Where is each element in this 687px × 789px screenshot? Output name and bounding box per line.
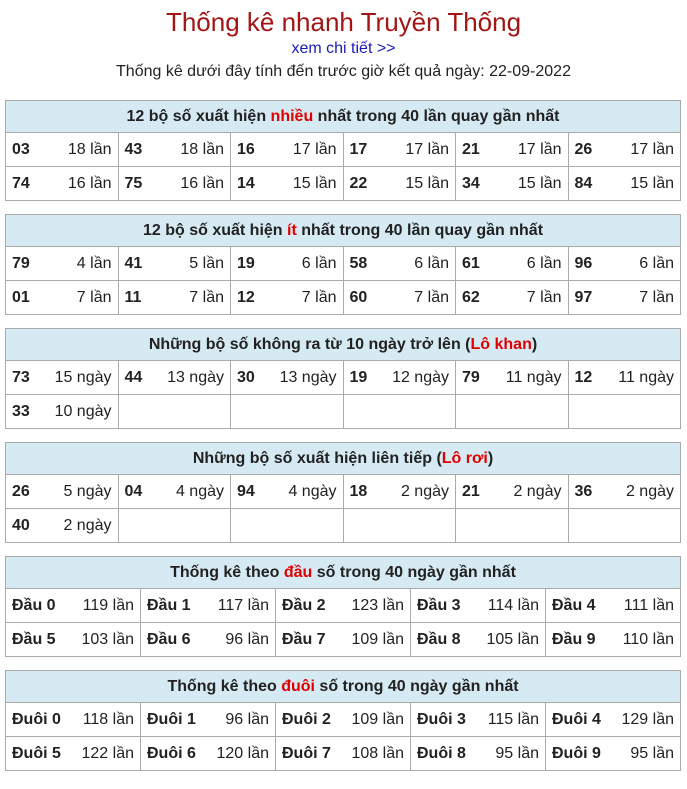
stat-count: 16 lần (180, 174, 224, 192)
stat-count: 4 ngày (175, 482, 224, 500)
stat-cell (546, 737, 681, 771)
stat-cell (456, 395, 569, 429)
stat-count: 95 lần (630, 744, 674, 762)
stat-count: 2 ngày (63, 516, 112, 534)
stat-count: 15 lần (405, 174, 449, 192)
section-header: Thống kê theo đuôi số trong 40 ngày gần nhất (6, 671, 681, 703)
stat-count: 96 lần (225, 630, 269, 648)
stat-cell (6, 737, 141, 771)
stat-count: 15 lần (630, 174, 674, 192)
stat-number: Đầu 0 (12, 596, 56, 614)
stat-count: 13 ngày (279, 368, 337, 386)
stat-cell (141, 737, 276, 771)
stat-cell (6, 475, 119, 509)
table-row (6, 475, 681, 509)
stat-number: 21 (462, 140, 480, 158)
stat-number: 74 (12, 174, 30, 192)
stat-cell (231, 281, 344, 315)
stat-number: Đuôi 1 (147, 710, 196, 728)
stat-cell (343, 361, 456, 395)
stat-count: 15 lần (292, 174, 337, 192)
lo-khan-table (5, 328, 681, 429)
stat-number: 43 (124, 140, 143, 158)
stat-count: 7 lần (639, 288, 674, 306)
table-row (6, 509, 681, 543)
stat-count: 111 lần (623, 596, 674, 614)
stat-cell (568, 395, 681, 429)
stat-count: 108 lần (351, 744, 404, 762)
stat-cell (231, 395, 344, 429)
stat-cell (6, 395, 119, 429)
stat-cell (411, 703, 546, 737)
stat-count: 2 ngày (625, 482, 674, 500)
table-row (6, 703, 681, 737)
stat-cell (343, 133, 456, 167)
stat-cell (568, 133, 681, 167)
stat-cell (411, 623, 546, 657)
stat-number: 58 (349, 254, 368, 272)
table-row (6, 395, 681, 429)
stat-count: 118 lần (82, 710, 134, 728)
stat-count: 2 ngày (400, 482, 449, 500)
stat-number: 30 (237, 368, 255, 386)
stat-number: Đầu 1 (147, 596, 191, 614)
stat-count: 7 lần (301, 288, 337, 306)
stat-cell (411, 737, 546, 771)
stat-number: Đuôi 6 (147, 744, 196, 762)
stat-number: 61 (462, 254, 480, 272)
stat-count: 5 ngày (63, 482, 112, 500)
stat-cell (568, 247, 681, 281)
stat-number: 22 (349, 174, 368, 192)
stat-number: 19 (237, 254, 255, 272)
stat-count: 123 lần (351, 596, 404, 614)
table-row (6, 737, 681, 771)
stat-cell (6, 623, 141, 657)
stat-number: 62 (462, 288, 480, 306)
stat-count: 6 lần (526, 254, 562, 272)
stat-count: 15 lần (517, 174, 562, 192)
table-row (6, 623, 681, 657)
stat-cell (276, 703, 411, 737)
stat-number: Đầu 7 (282, 630, 326, 648)
stat-number: Đầu 5 (12, 630, 56, 648)
stat-cell (343, 395, 456, 429)
page-title: Thống kê nhanh Truyền Thống (165, 7, 522, 37)
stat-cell (118, 133, 231, 167)
stat-number: 44 (124, 368, 143, 386)
stat-count: 17 lần (517, 140, 562, 158)
stat-cell (343, 247, 456, 281)
stat-cell (276, 589, 411, 623)
stat-number: Đầu 3 (417, 596, 461, 614)
stat-number: Đuôi 2 (282, 710, 331, 728)
stat-count: 105 lần (486, 630, 539, 648)
stat-cell (141, 703, 276, 737)
stat-number: Đuôi 8 (417, 744, 466, 762)
stat-number: 01 (12, 288, 30, 306)
stat-count: 11 ngày (505, 368, 562, 386)
stat-cell (6, 509, 119, 543)
stat-count: 4 lần (76, 254, 112, 272)
stat-cell (6, 281, 119, 315)
stat-number: 75 (124, 174, 143, 192)
stat-count: 109 lần (351, 630, 404, 648)
stat-number: Đầu 9 (552, 630, 596, 648)
stat-count: 129 lần (621, 710, 674, 728)
stat-cell (231, 475, 344, 509)
stat-cell (456, 509, 569, 543)
stat-cell (231, 133, 344, 167)
table-row (6, 589, 681, 623)
stat-number: 18 (349, 482, 368, 500)
stat-number: 79 (12, 254, 30, 272)
stat-number: 33 (12, 402, 30, 420)
stat-cell (568, 281, 681, 315)
stat-number: 36 (574, 482, 593, 500)
stat-cell (568, 361, 681, 395)
page-subtitle: Thống kê dưới đây tính đến trước giờ kết quả ngày: 22-09-2022 (116, 63, 571, 80)
stat-cell (546, 589, 681, 623)
stat-number: 96 (574, 254, 593, 272)
stat-count: 6 lần (301, 254, 337, 272)
stat-count: 103 lần (81, 630, 134, 648)
stat-cell (568, 167, 681, 201)
stat-count: 110 lần (622, 630, 674, 648)
dau-stats-table (5, 556, 681, 657)
stat-count: 120 lần (216, 744, 269, 762)
stat-number: Đuôi 5 (12, 744, 61, 762)
stat-count: 119 lần (82, 596, 134, 614)
stat-number: 34 (462, 174, 480, 192)
stat-count: 7 lần (414, 288, 449, 306)
stat-number: 16 (237, 140, 255, 158)
stat-count: 122 lần (81, 744, 134, 762)
stat-cell (343, 475, 456, 509)
stat-count: 13 ngày (167, 368, 224, 386)
stat-cell (568, 509, 681, 543)
stat-count: 4 ngày (288, 482, 337, 500)
table-row (6, 281, 681, 315)
table-row (6, 361, 681, 395)
stat-number: 73 (12, 368, 30, 386)
stat-count: 7 lần (526, 288, 562, 306)
stat-count: 95 lần (495, 744, 539, 762)
stat-cell (456, 133, 569, 167)
stat-cell (456, 475, 569, 509)
stat-number: 84 (574, 174, 593, 192)
stat-number: Đuôi 0 (12, 710, 61, 728)
stat-count: 17 lần (405, 140, 449, 158)
stat-cell (546, 703, 681, 737)
stat-count: 18 lần (67, 140, 112, 158)
stat-cell (6, 361, 119, 395)
stat-number: Đầu 8 (417, 630, 461, 648)
stat-count: 6 lần (639, 254, 674, 272)
stat-count: 115 lần (487, 710, 539, 728)
stat-count: 117 lần (217, 596, 269, 614)
section-header: Những bộ số không ra từ 10 ngày trở lên (Lô khan) (6, 329, 681, 361)
most-frequent-table (5, 100, 681, 201)
stat-cell (231, 247, 344, 281)
stat-cell (118, 509, 231, 543)
stat-cell (118, 361, 231, 395)
stat-number: 26 (574, 140, 593, 158)
stat-cell (118, 281, 231, 315)
stat-cell (6, 247, 119, 281)
stat-cell (276, 623, 411, 657)
stat-cell (456, 247, 569, 281)
stat-number: 40 (12, 516, 30, 534)
stat-cell (6, 703, 141, 737)
table-row (6, 133, 681, 167)
stat-number: 12 (574, 368, 593, 386)
stat-cell (6, 589, 141, 623)
stat-count: 7 lần (189, 288, 224, 306)
stat-cell (118, 475, 231, 509)
stat-count: 114 lần (487, 596, 539, 614)
stat-count: 15 ngày (54, 368, 112, 386)
stat-number: Đầu 2 (282, 596, 326, 614)
stat-number: 41 (124, 254, 143, 272)
stat-cell (276, 737, 411, 771)
section-header: 12 bộ số xuất hiện nhiều nhất trong 40 lần quay gần nhất (6, 101, 681, 133)
stat-cell (456, 361, 569, 395)
stat-number: 11 (124, 288, 142, 306)
stat-count: 96 lần (225, 710, 269, 728)
stat-number: 03 (12, 140, 30, 158)
stat-number: 12 (237, 288, 255, 306)
stat-count: 5 lần (189, 254, 224, 272)
stat-count: 10 ngày (54, 402, 112, 420)
least-frequent-table (5, 214, 681, 315)
stat-cell (568, 475, 681, 509)
stat-count: 6 lần (414, 254, 449, 272)
stat-number: 60 (349, 288, 368, 306)
stat-number: Đầu 6 (147, 630, 191, 648)
stat-count: 11 ngày (618, 368, 674, 386)
stat-cell (141, 589, 276, 623)
stat-cell (6, 133, 119, 167)
stat-count: 18 lần (180, 140, 224, 158)
stat-number: Đầu 4 (552, 596, 596, 614)
stat-number: 19 (349, 368, 368, 386)
stat-cell (118, 247, 231, 281)
stat-cell (343, 509, 456, 543)
stat-number: Đuôi 7 (282, 744, 331, 762)
stat-cell (231, 509, 344, 543)
stat-number: 21 (462, 482, 480, 500)
stat-number: Đuôi 4 (552, 710, 601, 728)
stat-number: 26 (12, 482, 30, 500)
stat-number: 97 (574, 288, 593, 306)
duoi-stats-table (5, 670, 681, 771)
stat-cell (141, 623, 276, 657)
stat-number: Đuôi 3 (417, 710, 466, 728)
stat-cell (231, 361, 344, 395)
stat-count: 17 lần (630, 140, 674, 158)
section-header: 12 bộ số xuất hiện ít nhất trong 40 lần quay gần nhất (6, 215, 681, 247)
stat-cell (231, 167, 344, 201)
stat-count: 16 lần (67, 174, 112, 192)
stat-number: 04 (124, 482, 143, 500)
stat-cell (343, 281, 456, 315)
stat-cell (456, 167, 569, 201)
stat-cell (6, 167, 119, 201)
stat-cell (118, 395, 231, 429)
stat-cell (456, 281, 569, 315)
stat-cell (343, 167, 456, 201)
table-row (6, 247, 681, 281)
stat-count: 109 lần (351, 710, 404, 728)
stat-count: 17 lần (292, 140, 337, 158)
section-header: Thống kê theo đầu số trong 40 ngày gần nhất (6, 557, 681, 589)
stat-cell (118, 167, 231, 201)
section-header: Những bộ số xuất hiện liên tiếp (Lô rơi) (6, 443, 681, 475)
stat-cell (546, 623, 681, 657)
view-details-link[interactable]: xem chi tiết >> (291, 40, 396, 57)
stat-number: 94 (237, 482, 255, 500)
stat-number: 17 (349, 140, 368, 158)
stat-cell (411, 589, 546, 623)
stat-number: 14 (237, 174, 255, 192)
stat-count: 12 ngày (392, 368, 449, 386)
stat-number: Đuôi 9 (552, 744, 601, 762)
lo-roi-table (5, 442, 681, 543)
table-row (6, 167, 681, 201)
stat-count: 7 lần (76, 288, 112, 306)
stat-count: 2 ngày (513, 482, 562, 500)
stat-number: 79 (462, 368, 480, 386)
